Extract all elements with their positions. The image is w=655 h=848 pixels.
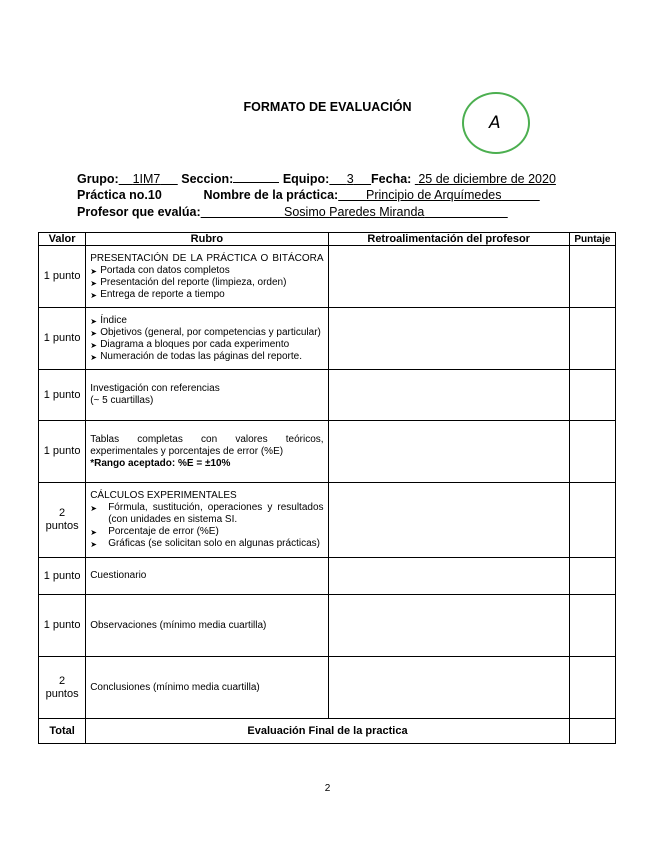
fecha-value: 25 de diciembre de 2020: [418, 172, 556, 186]
equipo-value: 3: [346, 172, 354, 186]
valor-cell: 2 puntos: [39, 657, 86, 719]
list-item: ➤ Presentación del reporte (limpieza, orden): [90, 277, 323, 289]
feedback-cell[interactable]: [328, 308, 569, 370]
rubro-cell: [86, 370, 328, 421]
rubro-list: [90, 265, 323, 301]
rubro-cell: [86, 483, 328, 558]
header-line-1: [77, 171, 556, 186]
table-row: [39, 246, 616, 308]
rubro-cell: Cuestionario: [86, 558, 328, 595]
rubro-cell: [86, 421, 328, 483]
equipo-label: Equipo:: [282, 172, 330, 186]
feedback-cell[interactable]: [328, 421, 569, 483]
valor-cell: 1 punto: [39, 558, 86, 595]
rubro-cell: [86, 246, 328, 308]
header-line-3: [77, 205, 508, 219]
table-row: [39, 370, 616, 421]
page-title: FORMATO DE EVALUACIÓN: [243, 100, 412, 114]
feedback-cell[interactable]: [328, 595, 569, 657]
table-row: [39, 657, 616, 719]
list-item: ➤ Portada con datos completos: [90, 265, 323, 277]
final-evaluation-label: Evaluación Final de la practica: [86, 719, 570, 744]
list-item: ➤ Porcentaje de error (%E): [90, 526, 323, 538]
rubro-text: (~ 5 cuartillas): [90, 395, 154, 406]
score-cell[interactable]: [569, 483, 615, 558]
fecha-label: Fecha:: [371, 172, 412, 186]
list-item: ➤ Numeración de todas las páginas del reporte.: [90, 351, 323, 363]
header-retro: Retroalimentación del profesor: [328, 233, 569, 246]
rubro-text: Investigación con referencias: [90, 383, 220, 394]
rubro-list: [90, 502, 323, 550]
rubro-text: Tablas completas con valores teóricos, experimentales y porcentajes de error (%E): [90, 433, 324, 457]
header-rubro: Rubro: [86, 233, 328, 246]
total-row: [39, 719, 616, 744]
page-number: 2: [324, 783, 331, 794]
list-item: ➤ Diagrama a bloques por cada experimento: [90, 339, 323, 351]
practica-label: Práctica no.10: [77, 188, 162, 202]
valor-cell: 1 punto: [39, 370, 86, 421]
rubro-intro: CÁLCULOS EXPERIMENTALES: [90, 490, 237, 501]
valor-cell: 1 punto: [39, 246, 86, 308]
rubro-intro: PRESENTACIÓN DE LA PRÁCTICA O BITÁCORA: [90, 252, 324, 264]
valor-cell: 2 puntos: [39, 483, 86, 558]
seccion-label: Seccion:: [181, 172, 234, 186]
feedback-cell[interactable]: [328, 246, 569, 308]
profesor-value: Sosimo Paredes Miranda: [284, 205, 425, 219]
score-cell[interactable]: [569, 370, 615, 421]
header-line-2: [77, 188, 540, 202]
score-cell[interactable]: [569, 595, 615, 657]
list-item: ➤ Objetivos (general, por competencias y particular): [90, 327, 323, 339]
total-score-cell[interactable]: [569, 719, 615, 744]
nombre-label: Nombre de la práctica:: [203, 188, 339, 202]
valor-cell: 1 punto: [39, 308, 86, 370]
score-cell[interactable]: [569, 246, 615, 308]
table-row: [39, 595, 616, 657]
list-item: ➤ Índice: [90, 315, 323, 327]
rubro-cell: Observaciones (mínimo media cuartilla): [86, 595, 328, 657]
feedback-cell[interactable]: [328, 370, 569, 421]
grade-mark: A: [489, 113, 501, 133]
list-item: ➤ Fórmula, sustitución, operaciones y resultados (con unidades en sistema SI.: [90, 502, 323, 526]
rubro-list: [90, 315, 323, 363]
rubro-range: *Rango aceptado: %E = ±10%: [90, 457, 231, 469]
score-cell[interactable]: [569, 308, 615, 370]
table-row: [39, 421, 616, 483]
table-row: [39, 308, 616, 370]
header-puntaje: Puntaje: [569, 233, 615, 246]
table-row: [39, 558, 616, 595]
valor-cell: 1 punto: [39, 595, 86, 657]
valor-cell: 1 punto: [39, 421, 86, 483]
score-cell[interactable]: [569, 657, 615, 719]
feedback-cell[interactable]: [328, 483, 569, 558]
list-item: ➤ Gráficas (se solicitan solo en algunas prácticas): [90, 538, 323, 550]
grupo-label: Grupo:: [77, 172, 119, 186]
grupo-value: 1IM7: [132, 172, 161, 186]
header-valor: Valor: [39, 233, 86, 246]
total-label: Total: [39, 719, 86, 744]
nombre-value: Principio de Arquímedes: [366, 188, 502, 202]
score-cell[interactable]: [569, 421, 615, 483]
profesor-label: Profesor que evalúa:: [77, 205, 201, 219]
rubro-cell: Conclusiones (mínimo media cuartilla): [86, 657, 328, 719]
seccion-blank: [233, 171, 279, 183]
feedback-cell[interactable]: [328, 558, 569, 595]
rubro-cell: [86, 308, 328, 370]
evaluation-table: [38, 232, 616, 744]
list-item: ➤ Entrega de reporte a tiempo: [90, 289, 323, 301]
score-cell[interactable]: [569, 558, 615, 595]
feedback-cell[interactable]: [328, 657, 569, 719]
table-row: [39, 483, 616, 558]
table-header-row: [39, 233, 616, 246]
